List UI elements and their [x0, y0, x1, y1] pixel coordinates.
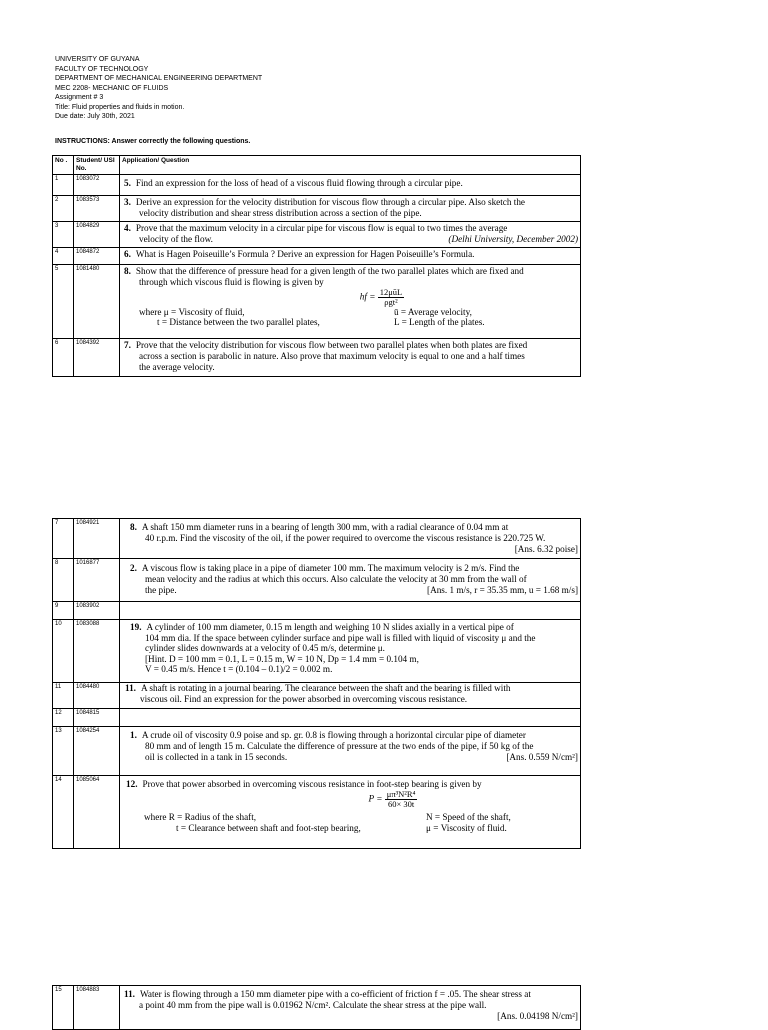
question-number: 6. — [124, 249, 131, 259]
col-header-student: Student/ USI No. — [74, 156, 120, 175]
question-number: 11. — [125, 683, 136, 693]
answer: [Ans. 6.32 poise] — [514, 544, 578, 555]
formula — [124, 288, 580, 307]
question-text — [120, 248, 581, 265]
question-line: Find an expression for the loss of head of a viscous fluid flowing through a circular pipe. — [135, 178, 463, 188]
faculty-name: FACULTY OF TECHNOLOGY — [55, 65, 149, 73]
question-line: a point 40 mm from the pipe wall is 0.01962 N/cm². Calculate the shear stress at the pipe wall. — [139, 1000, 487, 1011]
answer: [Ans. 0.04198 N/cm²] — [497, 1011, 578, 1022]
question-number: 2. — [130, 563, 137, 573]
table-row — [53, 519, 581, 559]
student-id: 1083072 — [74, 175, 120, 196]
due-date: Due date: July 30th, 2021 — [55, 113, 135, 120]
question-text — [120, 175, 581, 196]
question-table-2 — [52, 518, 581, 849]
student-id: 1084872 — [74, 248, 120, 265]
student-id: 1083902 — [74, 602, 120, 620]
question-number: 4. — [124, 223, 131, 233]
where-right: μ = Viscosity of fluid. — [426, 823, 507, 834]
question-text — [120, 222, 581, 248]
question-number: 5. — [124, 178, 131, 188]
row-no: 9 — [53, 602, 74, 620]
question-line: velocity of the flow. — [139, 234, 213, 245]
question-line: A shaft 150 mm diameter runs in a bearing of length 300 mm, with a radial clearance of 0.04 mm at — [141, 522, 509, 532]
question-number: 3. — [124, 197, 131, 207]
where-right: L = Length of the plates. — [394, 316, 485, 327]
question-number: 1. — [130, 730, 137, 740]
row-no: 14 — [53, 776, 74, 849]
row-no: 5 — [53, 265, 74, 339]
question-number: 12. — [126, 779, 138, 789]
table-row — [53, 620, 581, 683]
where-left: where R = Radius of the shaft, — [144, 812, 257, 823]
where-left: where μ = Viscosity of fluid, — [139, 307, 245, 318]
table-row — [53, 602, 581, 620]
row-no: 15 — [53, 986, 74, 1030]
answer: [Ans. 1 m/s, r = 35.35 mm, u = 1.68 m/s] — [427, 585, 578, 596]
student-id: 1084829 — [74, 222, 120, 248]
table-row — [53, 175, 581, 196]
question-line: the pipe. — [145, 585, 177, 596]
university-name: UNIVERSITY OF GUYANA — [55, 56, 140, 63]
col-header-question: Application/ Question — [120, 156, 581, 175]
question-line: oil is collected in a tank in 15 seconds. — [145, 752, 288, 763]
question-line: Prove that the maximum velocity in a circular pipe for viscous flow is equal to two times the average — [135, 223, 508, 233]
question-line: across a section is parabolic in nature. Also prove that maximum velocity is equal to one and a half times — [139, 351, 525, 362]
question-text — [120, 196, 581, 222]
question-line: A viscous flow is taking place in a pipe of diameter 100 mm. The maximum velocity is 2 m/s. Find the — [141, 563, 520, 573]
formula-denominator: ρgt² — [384, 297, 398, 308]
question-number: 7. — [124, 340, 131, 350]
question-line: Prove that the velocity distribution for viscous flow between two parallel plates when both plates are fixed — [135, 340, 528, 350]
instructions: INSTRUCTIONS: Answer correctly the following questions. — [55, 138, 251, 145]
question-number: 8. — [130, 522, 137, 532]
student-id: 1084883 — [74, 986, 120, 1030]
table-row — [53, 248, 581, 265]
question-number: 8. — [124, 266, 131, 276]
row-no: 11 — [53, 683, 74, 709]
where-right: N = Speed of the shaft, — [426, 812, 511, 823]
question-line: A crude oil of viscosity 0.9 poise and sp. gr. 0.8 is flowing through a horizontal circular pipe of diameter — [141, 730, 526, 740]
row-no: 1 — [53, 175, 74, 196]
question-line: through which viscous fluid is flowing is given by — [139, 277, 324, 288]
formula-denominator: 60× 30t — [387, 799, 415, 810]
row-no: 6 — [53, 339, 74, 377]
answer: [Ans. 0.559 N/cm²] — [506, 752, 578, 763]
formula-lhs: hf = — [359, 292, 376, 303]
student-id: 1084392 — [74, 339, 120, 377]
question-table-3 — [52, 985, 581, 1030]
question-line: Water is flowing through a 150 mm diameter pipe with a co-efficient of friction f = .05. The shear stress at — [139, 989, 531, 999]
course-name: MEC 2208- MECHANIC OF FLUIDS — [55, 84, 169, 92]
table-row — [53, 709, 581, 727]
question-line: 104 mm dia. If the space between cylinder surface and pipe wall is filled with liquid of viscosity μ and the — [145, 632, 536, 643]
table-row — [53, 986, 581, 1030]
question-line: 80 mm and of length 15 m. Calculate the difference of pressure at the two ends of the pipe, if 50 kg of the — [145, 741, 534, 752]
row-no: 12 — [53, 709, 74, 727]
formula-numerator: μπ³N²R⁴ — [386, 789, 416, 800]
table-row — [53, 265, 581, 339]
question-line: the average velocity. — [139, 362, 215, 373]
question-line: [Hint. D = 100 mm = 0.1, L = 0.15 m, W = 10 N, Dp = 1.4 mm = 0.104 m, — [145, 653, 419, 664]
student-id: 1085064 — [74, 776, 120, 849]
where-right: ū = Average velocity, — [394, 307, 472, 318]
question-line: A shaft is rotating in a journal bearing. The clearance between the shaft and the bearing is filled with — [140, 683, 511, 693]
question-text — [120, 727, 581, 776]
col-header-no: No . — [53, 156, 74, 175]
student-id: 1084480 — [74, 683, 120, 709]
table-row — [53, 196, 581, 222]
question-text — [120, 683, 581, 709]
question-text — [120, 265, 581, 339]
row-no: 8 — [53, 559, 74, 602]
student-id: 1081480 — [74, 265, 120, 339]
question-text — [120, 986, 581, 1030]
table-row — [53, 683, 581, 709]
question-line: 40 r.p.m. Find the viscosity of the oil, if the power required to overcome the viscous resistance is 220.725 W. — [145, 533, 546, 544]
question-line: viscous oil. Find an expression for the power absorbed in overcoming viscous resistance. — [140, 694, 468, 705]
table-row — [53, 727, 581, 776]
formula — [126, 790, 580, 809]
table-row — [53, 776, 581, 849]
question-number: 11. — [124, 989, 135, 999]
question-line: V = 0.45 m/s. Hence t = (0.104 – 0.1)/2 = 0.002 m. — [145, 664, 333, 675]
row-no: 13 — [53, 727, 74, 776]
question-line: cylinder slides downwards at a velocity of 0.45 m/s, determine μ. — [145, 643, 385, 654]
formula-lhs: P = — [368, 793, 383, 804]
student-id: 1084921 — [74, 519, 120, 559]
question-line: velocity distribution and shear stress distribution across a section of the pipe. — [139, 208, 422, 219]
question-line: Show that the difference of pressure head for a given length of the two parallel plates which are fixed and — [135, 266, 524, 276]
question-line: Prove that power absorbed in overcoming viscous resistance in foot-step bearing is given by — [142, 779, 482, 789]
assignment-number: Assignment # 3 — [55, 94, 104, 101]
question-line: A cylinder of 100 mm diameter, 0.15 m length and weighing 10 N slides axially in a vertical pipe of — [146, 622, 514, 632]
question-text — [120, 776, 581, 849]
row-no: 7 — [53, 519, 74, 559]
question-text — [120, 519, 581, 559]
question-line: What is Hagen Poiseuille’s Formula ? Derive an expression for Hagen Poiseuille’s Formula. — [135, 249, 475, 259]
student-id: 1084254 — [74, 727, 120, 776]
where-left: t = Distance between the two parallel plates, — [157, 316, 320, 327]
where-left: t = Clearance between shaft and foot-step bearing, — [176, 823, 361, 834]
question-text — [120, 559, 581, 602]
question-source: (Delhi University, December 2002) — [448, 234, 578, 245]
department-name: DEPARTMENT OF MECHANICAL ENGINEERING DEPARTMENT — [55, 75, 263, 82]
student-id: 1083088 — [74, 620, 120, 683]
row-no: 3 — [53, 222, 74, 248]
document-header — [55, 55, 262, 122]
question-number: 19. — [130, 622, 142, 632]
student-id: 1084815 — [74, 709, 120, 727]
row-no: 10 — [53, 620, 74, 683]
formula-numerator: 12μūL — [379, 287, 403, 298]
student-id: 1016877 — [74, 559, 120, 602]
question-line: mean velocity and the radius at which this occurs. Also calculate the velocity at 30 mm from the wall of — [145, 574, 527, 585]
question-table-1 — [52, 155, 581, 377]
question-line: Derive an expression for the velocity distribution for viscous flow through a circular pipe. Also sketch the — [135, 197, 525, 207]
row-no: 2 — [53, 196, 74, 222]
row-no: 4 — [53, 248, 74, 265]
student-id: 1083573 — [74, 196, 120, 222]
table-row — [53, 222, 581, 248]
table-row — [53, 559, 581, 602]
table-row — [53, 339, 581, 377]
question-text — [120, 620, 581, 683]
assignment-title: Title: Fluid properties and fluids in motion. — [55, 103, 185, 111]
question-text — [120, 339, 581, 377]
